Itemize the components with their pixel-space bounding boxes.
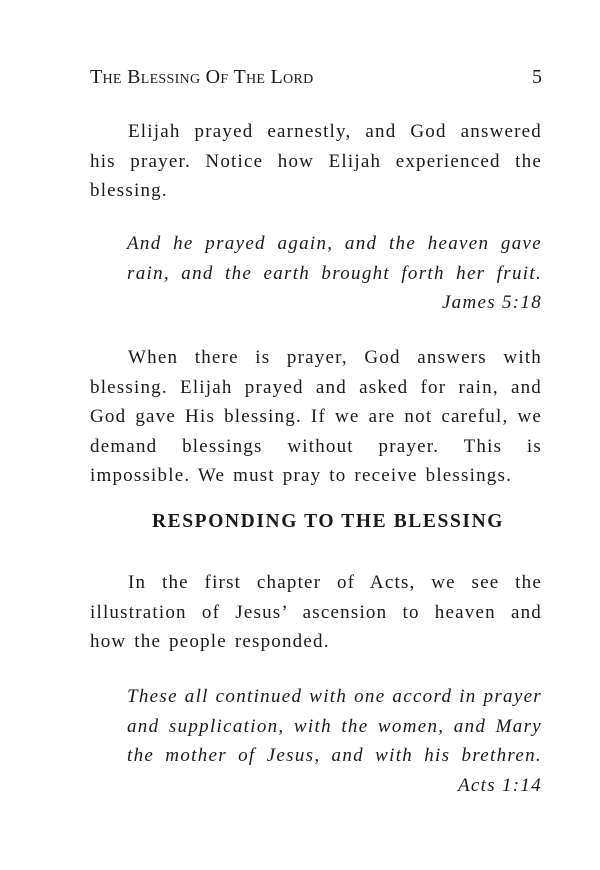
paragraph-acts-chapter: In the first chapter of Acts, we see the illustration of Jesus’ ascension to heaven and how the people responded. (90, 572, 542, 652)
paragraph-elijah-prayed: Elijah prayed earnestly, and God answered his prayer. Notice how Elijah experienced the blessing. (90, 121, 542, 201)
quote-reference: Acts 1:14 (458, 774, 542, 796)
quote-text: These all continued with one accord in prayer and supplication, with the women, and Mary the mother of Jesus, and with his brethren. (127, 686, 542, 766)
paragraph-prayer-blessing: When there is prayer, God answers with blessing. Elijah prayed and asked for rain, and God gave His blessing. If we are not careful, we demand blessings without prayer. This is impossible. We must pray to receive blessings. (90, 347, 542, 486)
quote-reference: James 5:18 (441, 292, 542, 313)
section-heading: RESPONDING TO THE BLESSING (151, 511, 505, 532)
scripture-quote-acts (127, 682, 542, 800)
quote-text: And he prayed again, and the heaven gave rain, and the earth brought forth her fruit. (127, 233, 542, 284)
scripture-quote-james (127, 229, 542, 318)
running-head-title: The Blessing Of The Lord (90, 66, 314, 88)
page-number: 5 (532, 66, 542, 88)
